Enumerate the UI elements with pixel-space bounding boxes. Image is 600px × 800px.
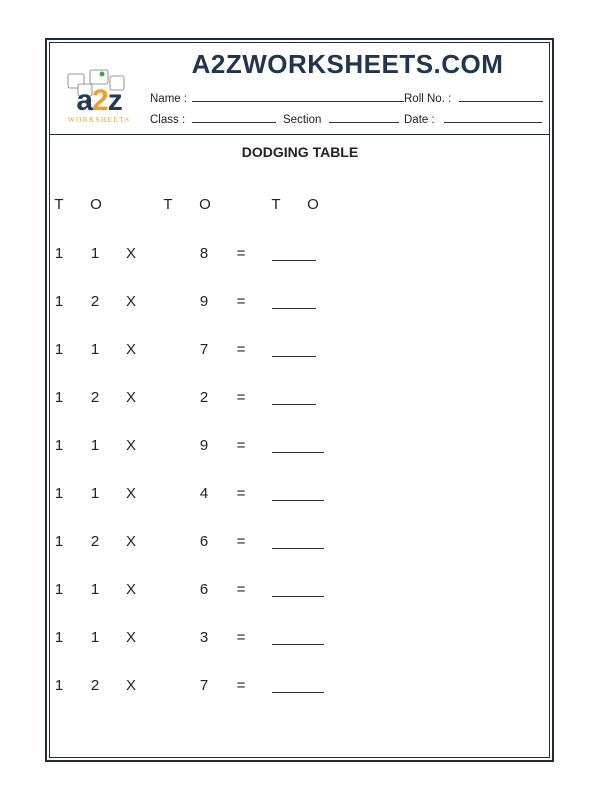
multiplier-digit: 8 [199,245,209,262]
answer-blank[interactable] [272,452,324,453]
multiplier-digit: 9 [199,437,209,454]
answer-blank[interactable] [272,308,316,309]
multiplier-digit: 7 [199,341,209,358]
multiplier-digit: 6 [199,533,209,550]
tens-digit: 1 [54,245,64,262]
a2z-logo [58,66,140,126]
equals-sign: = [236,629,246,646]
multiplier-digit: 3 [199,629,209,646]
column-header: T [163,196,173,213]
multiplier-digit: 6 [199,581,209,598]
ones-digit: 1 [90,245,100,262]
header-divider [49,134,550,135]
ones-digit: 1 [90,341,100,358]
multiply-sign: X [125,485,136,502]
answer-blank[interactable] [272,692,324,693]
class-field-row [150,114,276,126]
class-label: Class : [150,114,186,126]
multiply-sign: X [125,389,136,406]
section-label: Section [283,114,322,126]
answer-blank[interactable] [272,548,324,549]
ones-digit: 1 [90,581,100,598]
tens-digit: 1 [54,437,64,454]
column-header: O [307,196,319,213]
ones-digit: 2 [90,293,100,310]
multiplier-digit: 4 [199,485,209,502]
ones-digit: 1 [90,437,100,454]
answer-blank[interactable] [272,356,316,357]
ones-digit: 2 [90,389,100,406]
ones-digit: 2 [90,533,100,550]
worksheet-title: DODGING TABLE [241,144,359,160]
date-field-row [404,114,542,126]
date-label: Date : [404,114,435,126]
tens-digit: 1 [54,629,64,646]
tens-digit: 1 [54,389,64,406]
tens-digit: 1 [54,533,64,550]
answer-blank[interactable] [272,596,324,597]
section-blank[interactable] [329,122,399,123]
name-blank[interactable] [192,101,404,102]
roll-label: Roll No. : [404,93,452,105]
column-header: O [199,196,211,213]
column-header: T [271,196,281,213]
multiplier-digit: 7 [199,677,209,694]
answer-blank[interactable] [272,644,324,645]
tens-digit: 1 [54,293,64,310]
class-blank[interactable] [192,122,276,123]
name-label: Name : [150,93,188,105]
multiply-sign: X [125,245,136,262]
equals-sign: = [236,389,246,406]
svg-text:a2z: a2z [76,84,122,117]
ones-digit: 1 [90,485,100,502]
name-field-row [150,93,404,105]
multiplier-digit: 9 [199,293,209,310]
equals-sign: = [236,341,246,358]
multiply-sign: X [125,581,136,598]
answer-blank[interactable] [272,404,316,405]
section-field-row [283,114,399,126]
answer-blank[interactable] [272,260,316,261]
tens-digit: 1 [54,485,64,502]
column-header: T [54,196,64,213]
logo-subtext: WORKSHEETS [67,115,131,124]
roll-field-row [404,93,543,105]
date-blank[interactable] [444,122,542,123]
equals-sign: = [236,245,246,262]
site-title: A2ZWORKSHEETS.COM [191,49,504,79]
ones-digit: 2 [90,677,100,694]
multiply-sign: X [125,437,136,454]
tens-digit: 1 [54,341,64,358]
multiply-sign: X [125,677,136,694]
equals-sign: = [236,581,246,598]
tens-digit: 1 [54,581,64,598]
multiply-sign: X [125,629,136,646]
answer-blank[interactable] [272,500,324,501]
equals-sign: = [236,677,246,694]
multiply-sign: X [125,341,136,358]
equals-sign: = [236,437,246,454]
equals-sign: = [236,293,246,310]
column-header: O [90,196,102,213]
tens-digit: 1 [54,677,64,694]
ones-digit: 1 [90,629,100,646]
equals-sign: = [236,485,246,502]
roll-blank[interactable] [459,101,543,102]
multiply-sign: X [125,533,136,550]
equals-sign: = [236,533,246,550]
multiply-sign: X [125,293,136,310]
multiplier-digit: 2 [199,389,209,406]
